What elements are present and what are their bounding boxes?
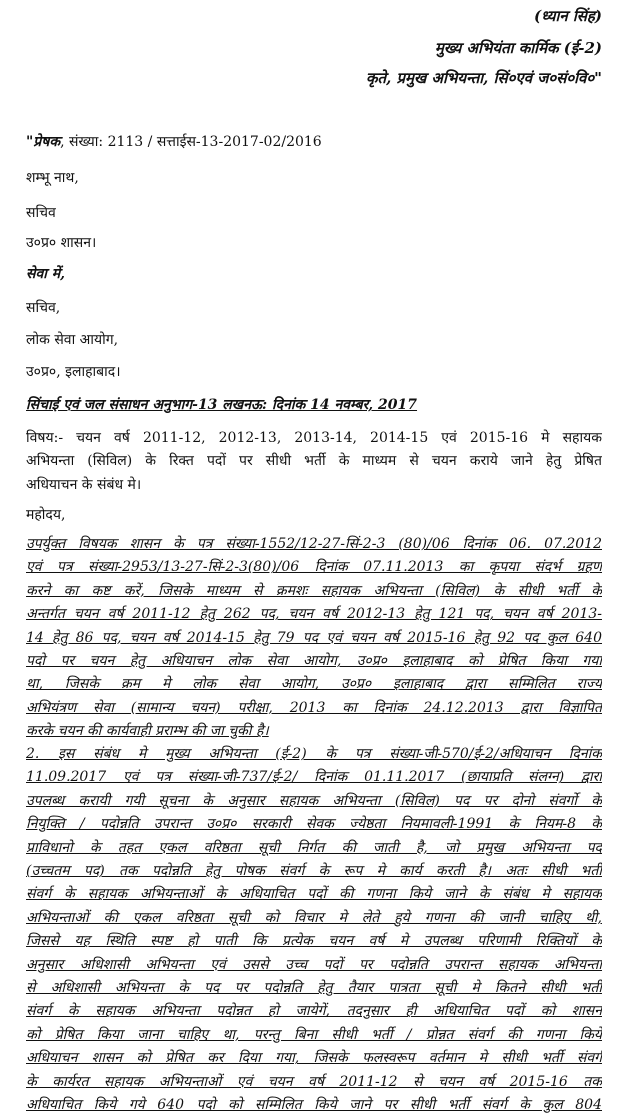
sender-department: उ०प्र० शासन। xyxy=(26,235,97,251)
paragraph-line: के कार्यरत सहायक अभियन्ताओं एवं चयन वर्ष 2011-12 से चयन वर्ष 2015-16 तक xyxy=(26,1073,602,1090)
sender-designation: सचिव xyxy=(26,205,56,221)
paragraph-line: संवर्ग के सहायक अभियन्ता पदोन्नत हो जायेगें, तदनुसार ही अधियाचित पदों को शासन xyxy=(26,1003,602,1020)
paragraph-line: उपर्युक्त विषयक शासन के पत्र संख्या-1552/12-27-सिं-2-3 (80)/06 दिनांक 06. 07.2012 xyxy=(26,536,602,552)
subject-paragraph xyxy=(26,427,602,497)
paragraph-line: अभियन्ताओं की एकल वरिष्ठता सूची को विचार मे लेते हुये गणना की जानी चाहिए थी, xyxy=(26,909,602,926)
paragraph-line: अधियाचित किये गये 640 पदो को सम्मिलित किये जाने पर सीधी भर्ती संवर्ग के कुल 804 xyxy=(26,1097,602,1114)
paragraph-1 xyxy=(26,533,602,744)
subject-line: विषय:- चयन वर्ष 2011-12, 2012-13, 2013-14, 2014-15 एवं 2015-16 मे सहायक xyxy=(26,430,602,446)
subject-line: अभियन्ता (सिविल) के रिक्त पदों पर सीधी भर्ती के माध्यम से चयन कराये जाने हेतु प्रेषित xyxy=(26,453,602,470)
reference-number: , संख्या: 2113 / सत्ताईस-13-2017-02/2016 xyxy=(60,134,322,150)
paragraph-line: एवं पत्र संख्या-2953/13-27-सिं-2-3(80)/06 दिनांक 07.11.2013 का कृपया संदर्भ ग्रहण xyxy=(26,559,602,576)
recipient-office: लोक सेवा आयोग, xyxy=(26,332,119,348)
paragraph-line: अधियाचन शासन को प्रेषित कर दिया गया, जिसके फलस्वरूप वर्तमान मे सीधी भर्ती संवर्ग xyxy=(26,1050,602,1067)
paragraph-line: अन्तर्गत चयन वर्ष 2011-12 हेतु 262 पद, चयन वर्ष 2012-13 हेतु 121 पद, चयन वर्ष 2013- xyxy=(26,606,602,623)
reference-label: "प्रेषक xyxy=(26,134,61,150)
paragraph-line: (उच्चतम पद) तक पदोन्नति हेतु पोषक संवर्ग के रूप मे कार्य करती है। अतः सीधी भर्ती xyxy=(26,863,602,880)
paragraph-line: 2. इस संबंध मे मुख्य अभियन्ता (ई-2) के पत्र संख्या-जी-570/ई-2/अधियाचन दिनांक xyxy=(26,746,602,762)
subject-line: अधियाचन के संबंध मे। xyxy=(26,476,142,493)
paragraph-line: 11.09.2017 एवं पत्र संख्या-जी-737/ई-2/ दिनांक 01.11.2017 (छायाप्रति संलग्न) द्वारा xyxy=(26,769,602,786)
paragraph-line: अभियंत्रण सेवा (सामान्य चयन) परीक्षा, 2013 का दिनांक 24.12.2013 द्वारा विज्ञापित xyxy=(26,699,602,716)
paragraph-line: नियुक्ति / पदोन्नति उपरान्त उ०प्र० सरकारी सेवक ज्येष्ठता नियमावली-1991 के नियम-8 के xyxy=(26,816,602,833)
recipient-address: उ०प्र०, इलाहाबाद। xyxy=(26,364,121,380)
paragraph-line: प्राविधानो के तहत एकल वरिष्ठता सूची निर्गत की जाती है, जो प्रमुख अभियन्ता पद xyxy=(26,839,602,856)
salutation: महोदय, xyxy=(26,507,66,523)
sender-name: शम्भू नाथ, xyxy=(26,170,79,186)
signature-on-behalf: कृते, प्रमुख अभियन्ता, सिं०एवं ज०सं०वि०" xyxy=(366,69,602,87)
paragraph-line: 14 हेतु 86 पद, चयन वर्ष 2014-15 हेतु 79 पद एवं चयन वर्ष 2015-16 हेतु 92 पद कुल 640 xyxy=(26,629,602,646)
to-label: सेवा में, xyxy=(26,266,65,282)
reference-line xyxy=(26,132,322,151)
paragraph-line: पदो पर चयन हेतु अधियाचन लोक सेवा आयोग, उ०प्र० इलाहाबाद को प्रेषित किया गया xyxy=(26,653,602,670)
paragraph-line: से अधिशासी अभियन्ता के पद पर पदोन्नति हेतु तैयार पात्रता सूची मे कितने सीधी भर्ती xyxy=(26,980,602,997)
signature-designation: मुख्य अभियंता कार्मिक (ई-2) xyxy=(434,39,602,57)
signature-name: (ध्यान सिंह) xyxy=(534,7,602,25)
paragraph-line: करके चयन की कार्यवाही प्रराम्भ की जा चुकी है। xyxy=(26,723,269,740)
paragraph-line: करने का कष्ट करें, जिसके माध्यम से क्रमशः सहायक अभियन्ता (सिविल) के सीधी भर्ती के xyxy=(26,582,602,599)
paragraph-line: संवर्ग के सहायक अभियन्ताओं के अधियाचित पदों की गणना किये जाने के संबंध मे सहायक xyxy=(26,886,602,903)
section-date-line: सिंचाई एवं जल संसाधन अनुभाग-13 लखनऊ: दिनांक 14 नवम्बर, 2017 xyxy=(26,397,418,413)
paragraph-line: अनुसार अधिशासी अभियन्ता एवं उससे उच्च पदों पर पदोन्नति उपरान्त सहायक अभियन्ता xyxy=(26,956,602,973)
paragraph-line: को प्रेषित किया जाना चाहिए था, परन्तु बिना सीधी भर्ती / प्रोन्नत संवर्ग की गणना किये xyxy=(26,1026,602,1043)
paragraph-line: था, जिसके क्रम मे लोक सेवा आयोग, उ०प्र० इलाहाबाद द्वारा सम्मिलित राज्य xyxy=(26,676,602,693)
paragraph-line: जिससे यह स्थिति स्पष्ट हो पाती कि प्रत्येक चयन वर्ष मे उपलब्ध परिणामी रिक्तियों के xyxy=(26,933,602,950)
paragraph-2 xyxy=(26,743,602,1118)
recipient-designation: सचिव, xyxy=(26,300,61,316)
paragraph-line: उपलब्ध करायी गयी सूचना के अनुसार सहायक अभियन्ता (सिविल) पद पर दोनो संवर्गो के xyxy=(26,792,602,809)
